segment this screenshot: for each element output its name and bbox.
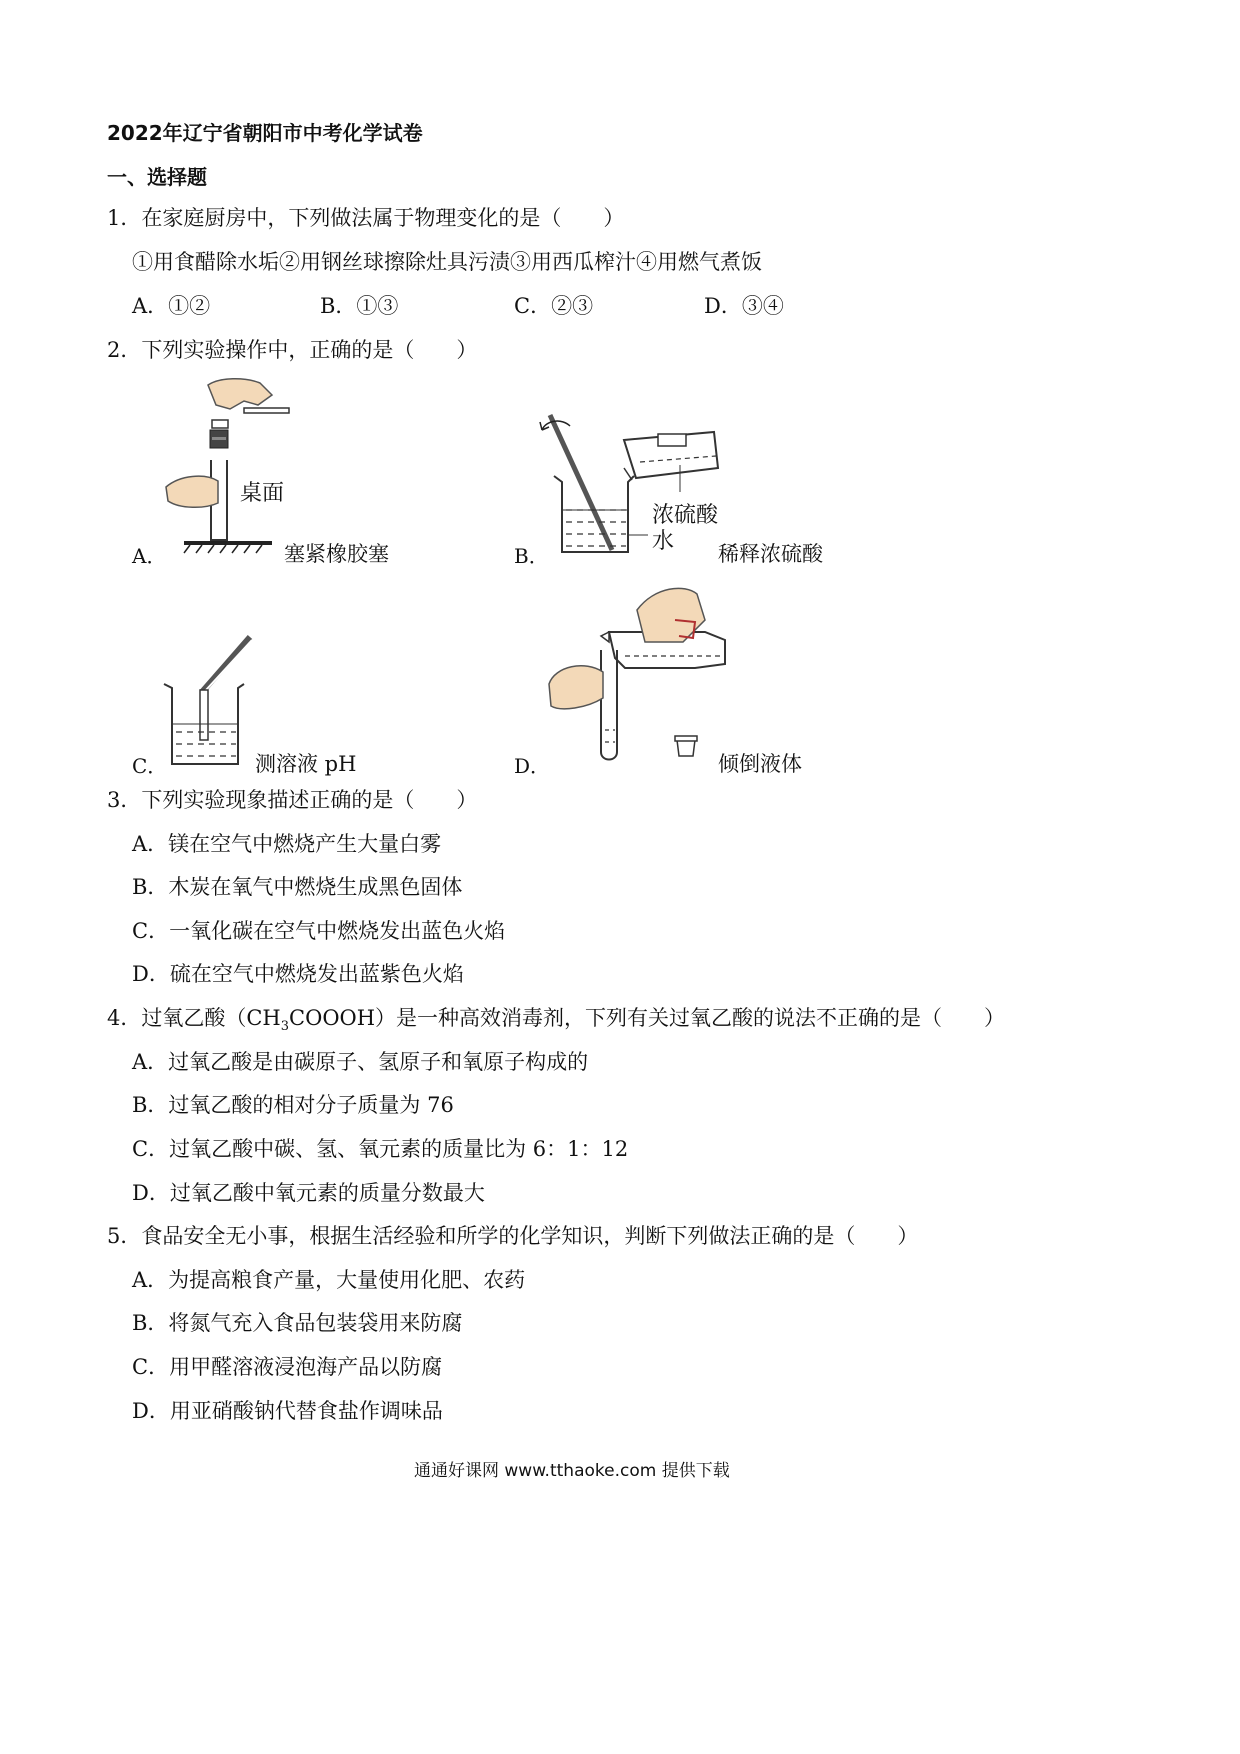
- question-4-stem-part2: COOOH）是一种高效消毒剂，下列有关过氧乙酸的说法不正确的是（ ）: [289, 1006, 1006, 1030]
- question-5-stem: 5．食品安全无小事，根据生活经验和所学的化学知识，判断下列做法正确的是（ ）: [107, 1224, 919, 1248]
- figure-c-label: C．: [132, 754, 168, 778]
- question-1-items: ①用食醋除水垢②用钢丝球擦除灶具污渍③用西瓜榨汁④用燃气煮饭: [132, 250, 762, 274]
- question-4-option-b: B．过氧乙酸的相对分子质量为 76: [132, 1093, 454, 1117]
- figure-d-caption: 倾倒液体: [718, 752, 802, 776]
- figure-b-dilute-acid: [540, 410, 730, 560]
- question-4-option-d: D．过氧乙酸中氧元素的质量分数最大: [132, 1181, 485, 1205]
- annotation-table: 桌面: [240, 481, 285, 506]
- page-footer: 通通好课网 www.tthaoke.com 提供下载: [414, 1461, 730, 1481]
- question-3-option-b: B．木炭在氧气中燃烧生成黑色固体: [132, 875, 463, 899]
- question-4-stem: [107, 1002, 1005, 1034]
- question-5-option-d: D．用亚硝酸钠代替食盐作调味品: [132, 1399, 443, 1423]
- figure-c-caption: 测溶液 pH: [255, 752, 357, 776]
- question-5-option-b: B．将氮气充入食品包装袋用来防腐: [132, 1311, 463, 1335]
- figure-c-ph: [160, 632, 260, 772]
- question-5-option-a: A．为提高粮食产量，大量使用化肥、农药: [132, 1268, 526, 1292]
- figure-b-label: B．: [514, 544, 549, 568]
- figure-a-caption: 塞紧橡胶塞: [284, 542, 389, 566]
- question-4-option-a: A．过氧乙酸是由碳原子、氢原子和氧原子构成的: [132, 1050, 589, 1074]
- figure-d-pour: [545, 580, 735, 765]
- figure-d-label: D．: [514, 754, 551, 778]
- question-4-stem-part1: 4．过氧乙酸（CH: [107, 1006, 281, 1030]
- question-2-stem: 2．下列实验操作中，正确的是（ ）: [107, 338, 478, 362]
- figure-a-stopper: [160, 375, 390, 555]
- figure-b-caption: 稀释浓硫酸: [718, 542, 823, 566]
- question-5-option-c: C．用甲醛溶液浸泡海产品以防腐: [132, 1355, 443, 1379]
- annotation-water: 水: [652, 529, 675, 554]
- section-heading: 一、选择题: [107, 165, 207, 189]
- question-3-option-c: C．一氧化碳在空气中燃烧发出蓝色火焰: [132, 919, 506, 943]
- question-1-option-c: C．②③: [514, 294, 594, 318]
- question-3-option-d: D．硫在空气中燃烧发出蓝紫色火焰: [132, 962, 464, 986]
- question-4-option-c: C．过氧乙酸中碳、氢、氧元素的质量比为 6：1：12: [132, 1137, 629, 1161]
- question-4-subscript: 3: [280, 1019, 290, 1035]
- question-1-stem: 1．在家庭厨房中，下列做法属于物理变化的是（ ）: [107, 206, 625, 230]
- question-3-stem: 3．下列实验现象描述正确的是（ ）: [107, 788, 478, 812]
- page-title: 2022年辽宁省朝阳市中考化学试卷: [107, 121, 423, 145]
- annotation-acid: 浓硫酸: [652, 503, 719, 528]
- question-1-option-b: B．①③: [320, 294, 399, 318]
- question-1-option-a: A．①②: [132, 294, 211, 318]
- figure-a-label: A．: [132, 544, 167, 568]
- question-3-option-a: A．镁在空气中燃烧产生大量白雾: [132, 832, 442, 856]
- question-1-option-d: D．③④: [704, 294, 784, 318]
